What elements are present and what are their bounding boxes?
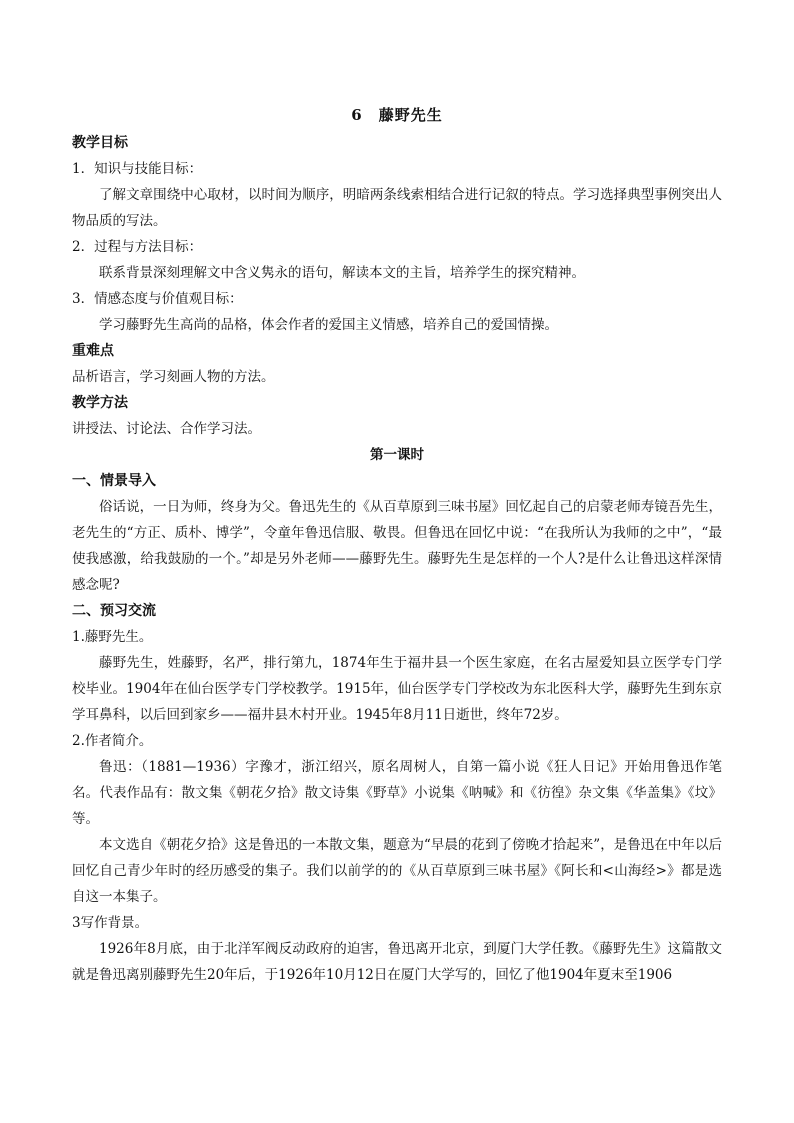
methods-heading: 教学方法 xyxy=(72,395,128,411)
objective-3-text: 学习藤野先生高尚的品格，体会作者的爱国主义情感，培养自己的爱国情操。 xyxy=(99,317,558,333)
section1-heading: 一、情景导入 xyxy=(72,473,156,489)
section2-sub2-label: 2.作者简介。 xyxy=(72,733,153,749)
objectives-heading: 教学目标 xyxy=(72,135,128,151)
section2-heading: 二、预习交流 xyxy=(72,603,156,619)
methods-text: 讲授法、讨论法、合作学习法。 xyxy=(72,421,261,437)
difficulty-heading: 重难点 xyxy=(72,343,114,359)
section2-sub1-label: 1.藤野先生。 xyxy=(72,629,153,645)
objective-2-label: 2．过程与方法目标： xyxy=(72,239,203,255)
section2-sub3-label: 3写作背景。 xyxy=(72,915,149,931)
section2-sub2-text1: 鲁迅：（1881—1936）字豫才，浙江绍兴，原名周树人，自第一篇小说《狂人日记》开始用鲁迅作笔名。代表作品有：散文集《朝花夕拾》散文诗集《野草》小说集《呐喊》和《彷徨》杂文集《华盖集》《坟》等。 xyxy=(72,759,722,827)
difficulty-text: 品析语言，学习刻画人物的方法。 xyxy=(72,369,275,385)
document-title: 6 藤野先生 xyxy=(351,106,443,124)
section1-text: 俗话说，一日为师，终身为父。鲁迅先生的《从百草原到三味书屋》回忆起自己的启蒙老师寿镜吾先生，老先生的“方正、质朴、博学”，令童年鲁迅信服、敬畏。但鲁迅在回忆中说：“在我所认为我师的之中”，“最使我感激，给我鼓励的一个。”却是另外老师——藤野先生。藤野先生是怎样的一个人?是什么让鲁迅这样深情感念呢? xyxy=(72,499,722,593)
objective-1-label: 1．知识与技能目标： xyxy=(72,161,203,177)
objective-1-text: 了解文章围绕中心取材，以时间为顺序，明暗两条线索相结合进行记叙的特点。学习选择典型事例突出人物品质的写法。 xyxy=(72,187,722,229)
objective-3-label: 3．情感态度与价值观目标： xyxy=(72,291,243,307)
lesson-heading: 第一课时 xyxy=(370,447,424,463)
objective-2-text: 联系背景深刻理解文中含义隽永的语句，解读本文的主旨，培养学生的探究精神。 xyxy=(99,265,585,281)
section2-sub1-text: 藤野先生，姓藤野，名严，排行第九，1874年生于福井县一个医生家庭，在名古屋爱知县立医学专门学校毕业。1904年在仙台医学专门学校教学。1915年，仙台医学专门学校改为东北医科大学，藤野先生到东京学耳鼻科，以后回到家乡——福井县木村开业。1945年8月11日逝世，终年72岁。 xyxy=(72,655,722,723)
document-page xyxy=(72,100,722,988)
section2-sub2-text2: 本文选自《朝花夕拾》这是鲁迅的一本散文集，题意为“早晨的花到了傍晚才拾起来”，是鲁迅在中年以后回忆自己青少年时的经历感受的集子。我们以前学的的《从百草原到三味书屋》《阿长和<山海经>》都是选自这一本集子。 xyxy=(72,837,722,905)
section2-sub3-text: 1926年8月底，由于北洋军阀反动政府的迫害，鲁迅离开北京，到厦门大学任教。《藤野先生》这篇散文就是鲁迅离别藤野先生20年后，于1926年10月12日在厦门大学写的，回忆了他1904年夏末至1906 xyxy=(72,941,722,983)
